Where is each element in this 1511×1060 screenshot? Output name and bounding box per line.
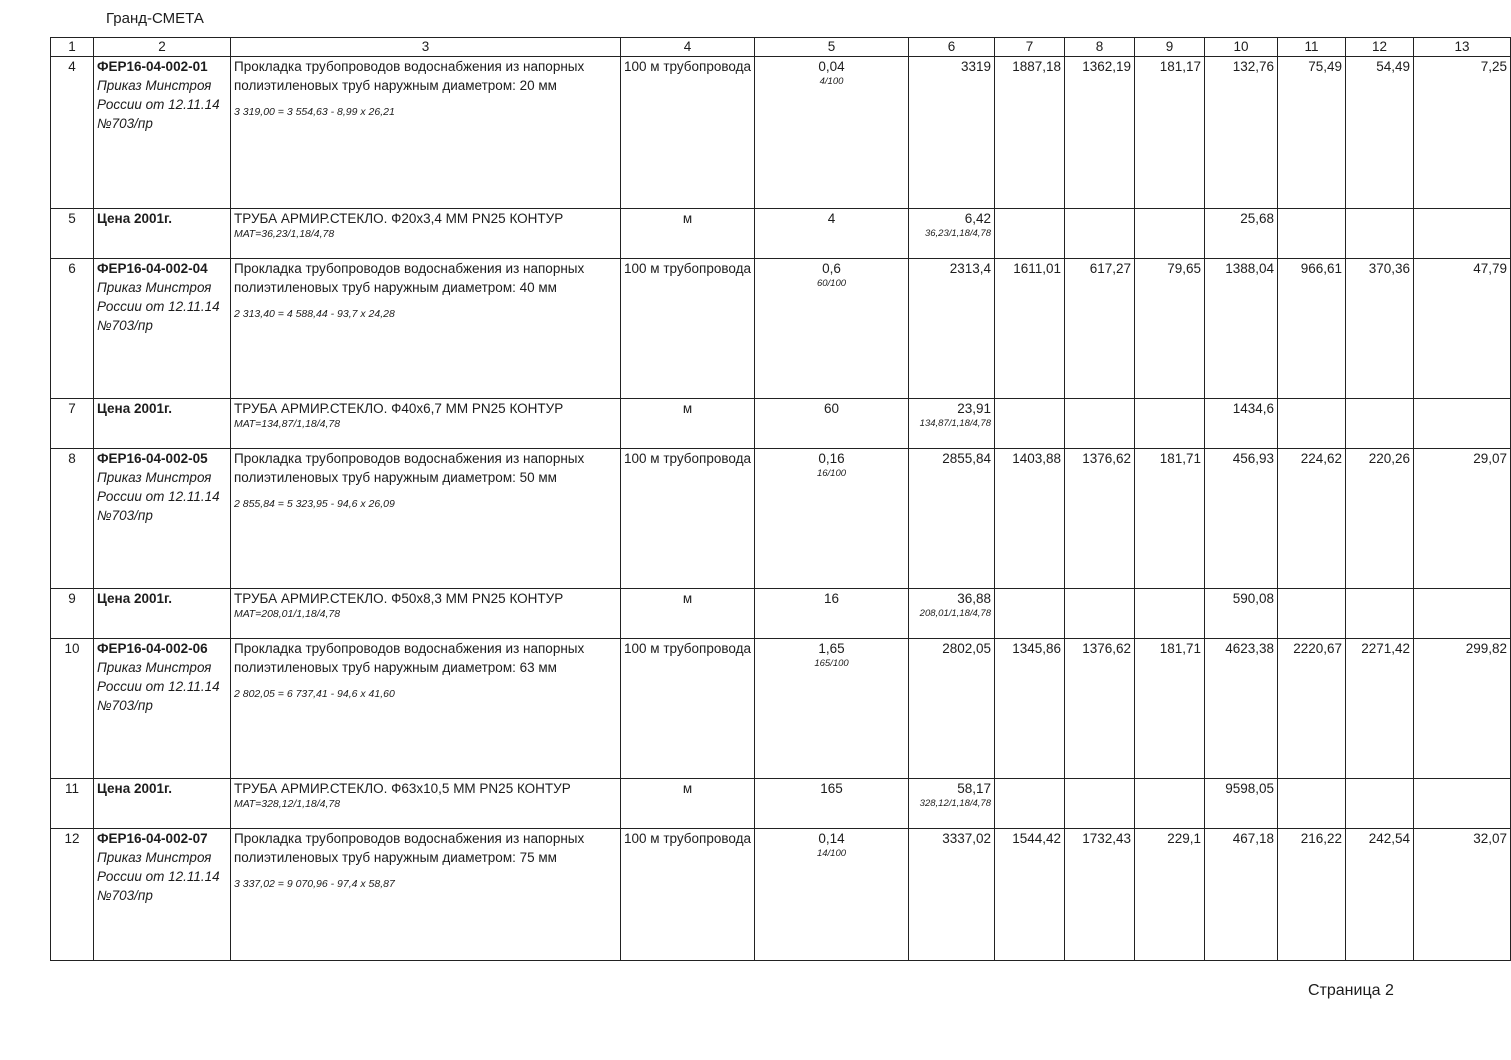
- cost-12: 370,36: [1346, 259, 1414, 399]
- unit: м: [621, 589, 755, 639]
- unit: 100 м трубопровода: [621, 259, 755, 399]
- unit: м: [621, 779, 755, 829]
- rate-code: ФЕР16-04-002-01: [97, 59, 208, 74]
- cost-8: [1065, 209, 1135, 259]
- row-number: 10: [51, 639, 94, 779]
- cost-7: 1345,86: [995, 639, 1065, 779]
- price-formula: 2 855,84 = 5 323,95 - 94,6 x 26,09: [234, 498, 395, 510]
- column-header: 5: [755, 38, 909, 57]
- cost-9: [1135, 399, 1205, 449]
- work-name: ТРУБА АРМИР.СТЕКЛО. Ф20х3,4 ММ PN25 КОНТУР: [234, 211, 564, 226]
- cost-7: 1611,01: [995, 259, 1065, 399]
- material-row: [51, 209, 1511, 259]
- cost-11: 2220,67: [1278, 639, 1346, 779]
- cost-10: 590,08: [1205, 589, 1278, 639]
- cost-13: [1414, 779, 1511, 829]
- cost-13: 47,79: [1414, 259, 1511, 399]
- work-row: [51, 57, 1511, 209]
- rate-code: ФЕР16-04-002-04: [97, 261, 208, 276]
- unit: м: [621, 399, 755, 449]
- row-number: 5: [51, 209, 94, 259]
- cost-13: 32,07: [1414, 829, 1511, 961]
- order-reference: Приказ Минстроя России от 12.11.14 №703/пр: [97, 78, 220, 131]
- cost-7: 1403,88: [995, 449, 1065, 589]
- row-number: 7: [51, 399, 94, 449]
- cost-11: 966,61: [1278, 259, 1346, 399]
- cost-10: 467,18: [1205, 829, 1278, 961]
- column-header-row: [51, 38, 1511, 57]
- column-header: 3: [231, 38, 621, 57]
- cost-12: 220,26: [1346, 449, 1414, 589]
- unit-price: 2802,05: [942, 641, 991, 656]
- unit-price: 2313,4: [949, 261, 991, 276]
- quantity: 16: [823, 591, 840, 606]
- work-row: [51, 449, 1511, 589]
- unit: 100 м трубопровода: [621, 639, 755, 779]
- cost-7: 1887,18: [995, 57, 1065, 209]
- cost-11: 75,49: [1278, 57, 1346, 209]
- material-row: [51, 589, 1511, 639]
- row-number: 12: [51, 829, 94, 961]
- price-formula: 3 337,02 = 9 070,96 - 97,4 x 58,87: [234, 878, 395, 890]
- cost-9: [1135, 779, 1205, 829]
- column-header: 7: [995, 38, 1065, 57]
- cost-8: [1065, 399, 1135, 449]
- price-formula: 2 313,40 = 4 588,44 - 93,7 x 24,28: [234, 308, 395, 320]
- rate-code: ФЕР16-04-002-07: [97, 831, 208, 846]
- column-header: 12: [1346, 38, 1414, 57]
- work-name: ТРУБА АРМИР.СТЕКЛО. Ф63х10,5 ММ PN25 КОНТУР: [234, 781, 571, 796]
- estimate-table: [50, 37, 1511, 961]
- column-header: 9: [1135, 38, 1205, 57]
- cost-13: [1414, 589, 1511, 639]
- quantity-fraction: 16/100: [816, 468, 847, 479]
- order-reference: Приказ Минстроя России от 12.11.14 №703/пр: [97, 470, 220, 523]
- rate-code: Цена 2001г.: [97, 211, 173, 226]
- material-row: [51, 779, 1511, 829]
- work-name: Прокладка трубопроводов водоснабжения из напорных полиэтиленовых труб наружным диаметром: 63 мм: [234, 641, 585, 675]
- column-header: 11: [1278, 38, 1346, 57]
- cost-8: [1065, 779, 1135, 829]
- work-name: Прокладка трубопроводов водоснабжения из напорных полиэтиленовых труб наружным диаметром: 40 мм: [234, 261, 585, 295]
- unit: м: [621, 209, 755, 259]
- cost-12: [1346, 589, 1414, 639]
- column-header: 10: [1205, 38, 1278, 57]
- row-number: 4: [51, 57, 94, 209]
- quantity-fraction: 165/100: [814, 658, 849, 669]
- page-number: Страница 2: [1308, 982, 1394, 999]
- cost-13: 7,25: [1414, 57, 1511, 209]
- cost-9: 181,71: [1135, 449, 1205, 589]
- cost-9: 79,65: [1135, 259, 1205, 399]
- unit: 100 м трубопровода: [621, 57, 755, 209]
- cost-10: 1434,6: [1205, 399, 1278, 449]
- cost-13: 299,82: [1414, 639, 1511, 779]
- work-row: [51, 259, 1511, 399]
- cost-10: 456,93: [1205, 449, 1278, 589]
- cost-10: 1388,04: [1205, 259, 1278, 399]
- material-formula: МАТ=134,87/1,18/4,78: [234, 418, 341, 430]
- cost-9: 181,17: [1135, 57, 1205, 209]
- unit-price-formula: 134,87/1,18/4,78: [919, 418, 991, 429]
- unit-price: 3337,02: [942, 831, 991, 846]
- work-name: Прокладка трубопроводов водоснабжения из напорных полиэтиленовых труб наружным диаметром: 75 мм: [234, 831, 585, 865]
- unit-price: 23,91: [957, 401, 991, 416]
- cost-13: 29,07: [1414, 449, 1511, 589]
- quantity-fraction: 14/100: [816, 848, 847, 859]
- work-row: [51, 639, 1511, 779]
- unit-price: 3319: [960, 59, 991, 74]
- quantity: 1,65: [818, 641, 845, 656]
- quantity: 165: [820, 781, 843, 796]
- cost-7: [995, 589, 1065, 639]
- quantity: 0,14: [818, 831, 845, 846]
- cost-11: 216,22: [1278, 829, 1346, 961]
- work-name: Прокладка трубопроводов водоснабжения из напорных полиэтиленовых труб наружным диаметром: 20 мм: [234, 59, 585, 93]
- row-number: 6: [51, 259, 94, 399]
- cost-8: 1376,62: [1065, 639, 1135, 779]
- material-formula: МАТ=36,23/1,18/4,78: [234, 228, 335, 240]
- column-header: 8: [1065, 38, 1135, 57]
- quantity-fraction: 4/100: [819, 76, 844, 87]
- unit-price-formula: 36,23/1,18/4,78: [924, 228, 991, 239]
- rate-code: Цена 2001г.: [97, 401, 173, 416]
- cost-7: 1544,42: [995, 829, 1065, 961]
- work-name: ТРУБА АРМИР.СТЕКЛО. Ф40х6,7 ММ PN25 КОНТУР: [234, 401, 564, 416]
- cost-10: 25,68: [1205, 209, 1278, 259]
- quantity: 4: [827, 211, 836, 226]
- cost-9: [1135, 209, 1205, 259]
- cost-12: [1346, 779, 1414, 829]
- cost-9: 181,71: [1135, 639, 1205, 779]
- quantity: 0,04: [818, 59, 845, 74]
- cost-11: [1278, 399, 1346, 449]
- cost-13: [1414, 209, 1511, 259]
- order-reference: Приказ Минстроя России от 12.11.14 №703/пр: [97, 660, 220, 713]
- cost-8: 1376,62: [1065, 449, 1135, 589]
- column-header: 6: [909, 38, 995, 57]
- unit-price: 2855,84: [942, 451, 991, 466]
- column-header: 13: [1414, 38, 1511, 57]
- cost-12: 54,49: [1346, 57, 1414, 209]
- cost-8: 1362,19: [1065, 57, 1135, 209]
- quantity: 0,16: [818, 451, 845, 466]
- cost-11: [1278, 589, 1346, 639]
- cost-12: [1346, 209, 1414, 259]
- cost-8: 1732,43: [1065, 829, 1135, 961]
- cost-10: 132,76: [1205, 57, 1278, 209]
- app-title: Гранд-СМЕТА: [106, 10, 204, 27]
- price-formula: 3 319,00 = 3 554,63 - 8,99 x 26,21: [234, 106, 395, 118]
- material-row: [51, 399, 1511, 449]
- cost-8: [1065, 589, 1135, 639]
- table-body: [51, 57, 1511, 961]
- unit-price-formula: 208,01/1,18/4,78: [919, 608, 991, 619]
- column-header: 2: [94, 38, 231, 57]
- order-reference: Приказ Минстроя России от 12.11.14 №703/пр: [97, 850, 220, 903]
- column-header: 1: [51, 38, 94, 57]
- row-number: 9: [51, 589, 94, 639]
- row-number: 11: [51, 779, 94, 829]
- cost-7: [995, 399, 1065, 449]
- rate-code: Цена 2001г.: [97, 781, 173, 796]
- rate-code: Цена 2001г.: [97, 591, 173, 606]
- row-number: 8: [51, 449, 94, 589]
- cost-11: [1278, 209, 1346, 259]
- cost-7: [995, 209, 1065, 259]
- unit-price: 6,42: [964, 211, 991, 226]
- cost-11: [1278, 779, 1346, 829]
- quantity: 0,6: [822, 261, 841, 276]
- unit: 100 м трубопровода: [621, 829, 755, 961]
- cost-11: 224,62: [1278, 449, 1346, 589]
- price-formula: 2 802,05 = 6 737,41 - 94,6 x 41,60: [234, 688, 395, 700]
- unit: 100 м трубопровода: [621, 449, 755, 589]
- work-name: Прокладка трубопроводов водоснабжения из напорных полиэтиленовых труб наружным диаметром: 50 мм: [234, 451, 585, 485]
- rate-code: ФЕР16-04-002-05: [97, 451, 208, 466]
- quantity-fraction: 60/100: [816, 278, 847, 289]
- quantity: 60: [823, 401, 840, 416]
- cost-10: 9598,05: [1205, 779, 1278, 829]
- cost-13: [1414, 399, 1511, 449]
- cost-12: 2271,42: [1346, 639, 1414, 779]
- unit-price-formula: 328,12/1,18/4,78: [919, 798, 991, 809]
- column-header: 4: [621, 38, 755, 57]
- unit-price: 58,17: [957, 781, 991, 796]
- cost-9: [1135, 589, 1205, 639]
- material-formula: МАТ=328,12/1,18/4,78: [234, 798, 341, 810]
- cost-9: 229,1: [1135, 829, 1205, 961]
- cost-8: 617,27: [1065, 259, 1135, 399]
- order-reference: Приказ Минстроя России от 12.11.14 №703/пр: [97, 280, 220, 333]
- work-row: [51, 829, 1511, 961]
- material-formula: МАТ=208,01/1,18/4,78: [234, 608, 341, 620]
- unit-price: 36,88: [957, 591, 991, 606]
- cost-12: 242,54: [1346, 829, 1414, 961]
- cost-12: [1346, 399, 1414, 449]
- cost-10: 4623,38: [1205, 639, 1278, 779]
- cost-7: [995, 779, 1065, 829]
- work-name: ТРУБА АРМИР.СТЕКЛО. Ф50х8,3 ММ PN25 КОНТУР: [234, 591, 564, 606]
- rate-code: ФЕР16-04-002-06: [97, 641, 208, 656]
